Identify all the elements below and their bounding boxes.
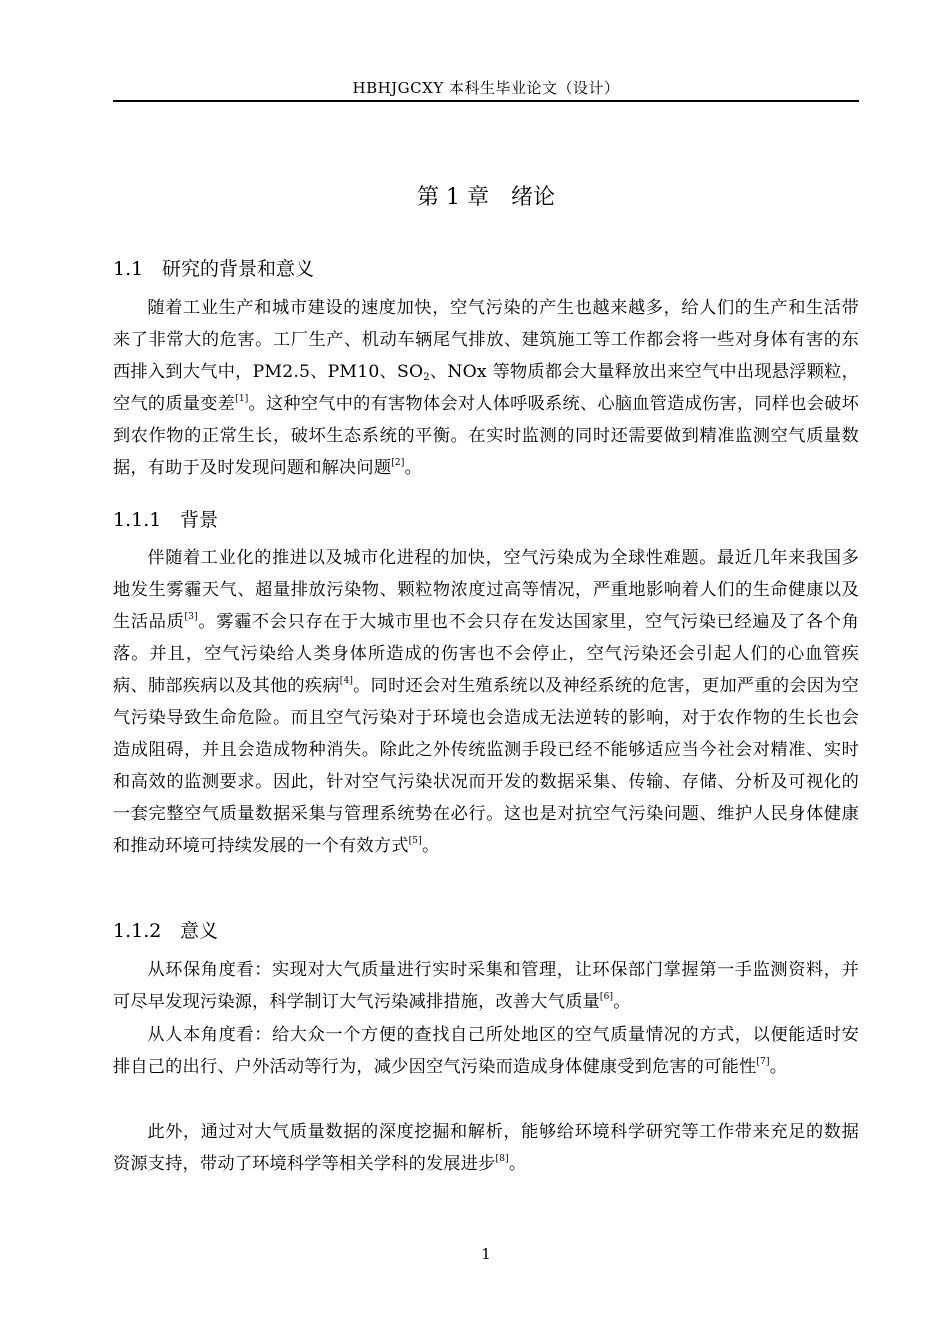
text-run: PM2.5、PM10、SO (252, 362, 424, 382)
text-run: 、NOx (429, 362, 487, 382)
text-run: 。 (421, 836, 440, 856)
section-number: 1.1 (113, 258, 144, 280)
text-run: 。这种空气中的有害物体会对人体呼吸系统、心脑血管造成伤害，同样也会破坏到农作物的正常生长，破坏生态系统的平衡。在实时监测的同时还需要做到精准监测空气质量数据，有助于及时发现问题和解决问题 (113, 394, 859, 478)
text-run: 。 (613, 992, 631, 1012)
text-run: 。 (769, 1057, 788, 1077)
citation-ref: [8] (495, 1154, 509, 1164)
citation-ref: [7] (756, 1057, 770, 1067)
paragraph-4 (113, 1019, 859, 1083)
section-title: 研究的背景和意义 (162, 258, 315, 280)
section-number: 1.1.2 (113, 920, 162, 942)
text-run: 等物质都会大量释放出来空气中出现悬浮颗粒，空气的质量变差 (113, 362, 859, 414)
text-run: 从人本角度看：给大众一个方便的查找自己所处地区的空气质量情况的方式，以便能适时安排自己的出行、户外活动等行为，减少因空气污染而造成身体健康受到危害的可能性 (113, 1025, 859, 1077)
section-number: 1.1.1 (113, 509, 162, 531)
citation-ref: [5] (408, 836, 422, 846)
chapter-number: 第 1 章 (417, 185, 489, 210)
paragraph-3 (113, 954, 859, 1018)
section-heading-1-1-2 (113, 916, 218, 943)
citation-ref: [2] (391, 458, 405, 468)
paragraph-2 (113, 542, 859, 862)
header-rule (113, 100, 859, 102)
running-header: HBHJGCXY 本科生毕业论文（设计） (352, 79, 620, 97)
section-heading-1-1-1 (113, 505, 218, 532)
text-run: 伴随着工业化的推进以及城市化进程的加快，空气污染成为全球性难题。最近几年来我国多地发生雾霾天气、超量排放污染物、颗粒物浓度过高等情况，严重地影响着人们的生命健康以及生活品质 (113, 548, 859, 632)
section-title: 意义 (180, 920, 219, 942)
paragraph-5 (113, 1116, 859, 1180)
page-number: 1 (481, 1245, 491, 1263)
text-run: 。同时还会对生殖系统以及神经系统的危害，更加严重的会因为空气污染导致生命危险。而且空气污染对于环境也会造成无法逆转的影响，对于农作物的生长也会造成阻碍，并且会造成物种消失。除此之外传统监测手段已经不能够适应当今社会对精准、实时和高效的监测要求。因此，针对空气污染状况而开发的数据采集、传输、存储、分析及可视化的一套完整空气质量数据采集与管理系统势在必行。这也是对抗空气污染问题、维护人民身体健康和推动环境可持续发展的一个有效方式 (113, 676, 859, 856)
citation-ref: [4] (339, 676, 354, 686)
paragraph-1 (113, 292, 859, 484)
text-run: 。 (508, 1154, 527, 1174)
subscript: 2 (423, 372, 430, 383)
text-run: 从环保角度看：实现对大气质量进行实时采集和管理，让环保部门掌握第一手监测资料，并可尽早发现污染源，科学制订大气污染减排措施，改善大气质量 (113, 960, 859, 1012)
citation-ref: [3] (184, 612, 198, 622)
text-run: 。 (404, 458, 422, 478)
section-heading-1-1 (113, 254, 314, 281)
chapter-name: 绪论 (510, 185, 555, 210)
section-title: 背景 (180, 509, 219, 531)
citation-ref: [1] (235, 394, 249, 404)
citation-ref: [6] (599, 992, 614, 1002)
chapter-title (113, 180, 859, 211)
text-run: 此外，通过对大气质量数据的深度挖掘和解析，能够给环境科学研究等工作带来充足的数据资源支持，带动了环境科学等相关学科的发展进步 (113, 1122, 859, 1174)
text-run: 随着工业生产和城市建设的速度加快，空气污染的产生也越来越多，给人们的生产和生活带来了非常大的危害。工厂生产、机动车辆尾气排放、建筑施工等工作都会将一些对身体有害的东西排入到大气中， (113, 298, 859, 382)
text-run: 。雾霾不会只存在于大城市里也不会只存在发达国家里，空气污染已经遍及了各个角落。并且，空气污染给人类身体所造成的伤害也不会停止，空气污染还会引起人们的心血管疾病、肺部疾病以及其他的疾病 (113, 612, 859, 696)
